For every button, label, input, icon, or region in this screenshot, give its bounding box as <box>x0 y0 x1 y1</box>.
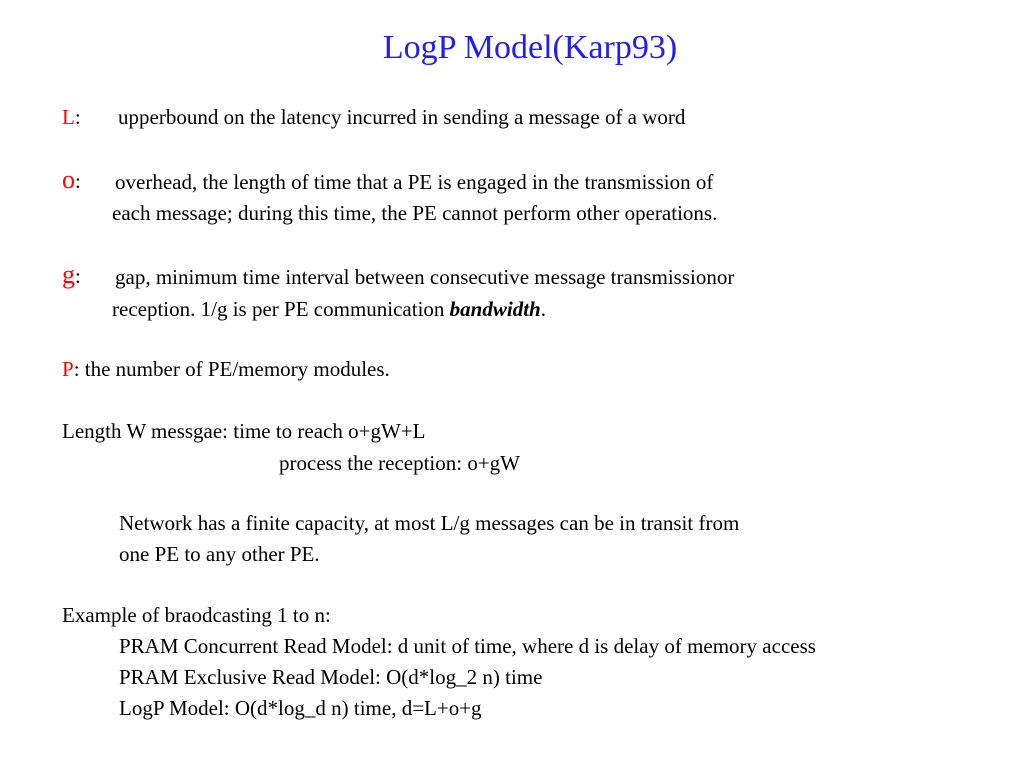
slide-title: LogP Model(Karp93) <box>382 29 678 66</box>
param-g-desc-prefix: reception. 1/g is per PE communication <box>112 297 450 321</box>
param-g-letter: g <box>62 260 75 289</box>
param-l-desc: upperbound on the latency incurred in sending a message of a word <box>118 105 686 129</box>
example-item-logp: LogP Model: O(d*log_d n) time, d=L+o+g <box>119 696 482 720</box>
length-line2: process the reception: o+gW <box>279 451 521 475</box>
param-g-desc-line2 <box>112 296 546 322</box>
network-line2: one PE to any other PE. <box>119 542 320 566</box>
bandwidth-emphasis: bandwidth <box>449 297 541 321</box>
param-p-letter: P <box>62 357 74 381</box>
param-g-sep: : <box>75 264 81 288</box>
param-p-line <box>62 356 390 382</box>
param-g-desc-suffix: . <box>540 297 546 321</box>
length-line1: Length W messgae: time to reach o+gW+L <box>62 419 426 443</box>
example-item-exclusive: PRAM Exclusive Read Model: O(d*log_2 n) time <box>119 665 543 689</box>
param-g-desc-line1: gap, minimum time interval between consecutive message transmissionor <box>115 265 735 289</box>
param-o-desc-line1: overhead, the length of time that a PE is engaged in the transmission of <box>115 170 714 194</box>
example-item-concurrent: PRAM Concurrent Read Model: d unit of time, where d is delay of memory access <box>119 634 816 658</box>
param-o-term <box>62 167 81 194</box>
param-o-desc-line2: each message; during this time, the PE cannot perform other operations. <box>112 201 718 225</box>
param-g-term <box>62 262 81 289</box>
param-l-letter: L <box>62 105 75 129</box>
example-heading: Example of braodcasting 1 to n: <box>62 603 331 627</box>
param-l-term <box>62 104 81 130</box>
network-line1: Network has a finite capacity, at most L/g messages can be in transit from <box>119 511 740 535</box>
param-l-sep: : <box>74 105 81 129</box>
param-o-letter: o <box>62 165 75 194</box>
param-p-desc: : the number of PE/memory modules. <box>73 357 390 381</box>
param-o-sep: : <box>75 169 81 193</box>
